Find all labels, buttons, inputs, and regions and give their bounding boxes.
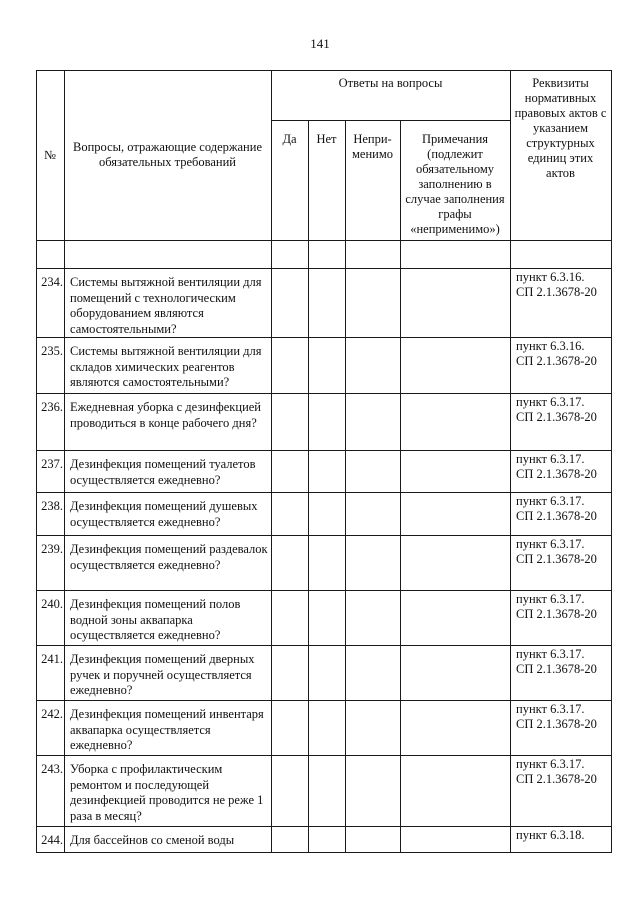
requisite-clause: пункт 6.3.18. <box>516 828 585 842</box>
row-rule <box>36 337 612 338</box>
column-rule <box>271 70 272 852</box>
row-rule <box>36 826 612 827</box>
header-not-applicable-2: менимо <box>352 147 393 161</box>
page-number: 141 <box>310 36 330 51</box>
question-text: Системы вытяжной вентиляции для помещений с технологическим оборудованием являются самостоятельными? <box>70 275 262 336</box>
header-answers: Ответы на вопросы <box>338 76 443 90</box>
requisite-document: СП 2.1.3678-20 <box>516 354 597 368</box>
header-notes: Примечания (подлежит обязательному заполнению в случае заполнения графы «неприменимо») <box>405 132 505 236</box>
row-number: 240. <box>41 597 63 611</box>
row-number: 242. <box>41 707 63 721</box>
requisite-clause: пункт 6.3.17. <box>516 647 585 661</box>
table-border-left <box>36 70 37 852</box>
column-rule <box>400 120 401 852</box>
requisite-document: СП 2.1.3678-20 <box>516 285 597 299</box>
requisite-document: СП 2.1.3678-20 <box>516 552 597 566</box>
row-rule <box>36 590 612 591</box>
requisite-document: СП 2.1.3678-20 <box>516 467 597 481</box>
header-not-applicable-1: Непри- <box>353 132 392 146</box>
requisite-clause: пункт 6.3.17. <box>516 494 585 508</box>
requisite-text <box>516 395 609 425</box>
question-text: Дезинфекция помещений туалетов осуществляется ежедневно? <box>70 457 256 487</box>
header-requisites: Реквизиты нормативных правовых актов с указанием структурных единиц этих актов <box>514 76 607 180</box>
row-number: 235. <box>41 344 63 358</box>
requisite-clause: пункт 6.3.17. <box>516 452 585 466</box>
row-number: 241. <box>41 652 63 666</box>
row-rule <box>36 492 612 493</box>
requisite-text <box>516 452 609 482</box>
requisite-text <box>516 339 609 369</box>
row-number: 243. <box>41 762 63 776</box>
question-text: Для бассейнов со сменой воды <box>70 833 235 847</box>
question-text: Дезинфекция помещений инвентаря аквапарка осуществляется ежедневно? <box>70 707 264 752</box>
row-rule <box>36 852 612 853</box>
header-yes: Да <box>282 132 297 146</box>
row-number: 234. <box>41 275 63 289</box>
row-number: 238. <box>41 499 63 513</box>
requisite-text <box>516 592 609 622</box>
requisite-document: СП 2.1.3678-20 <box>516 662 597 676</box>
question-text: Ежедневная уборка с дезинфекцией проводиться в конце рабочего дня? <box>70 400 261 430</box>
requisite-text <box>516 828 609 843</box>
row-number: 237. <box>41 457 63 471</box>
header-question: Вопросы, отражающие содержание обязательных требований <box>72 140 262 169</box>
requisite-text <box>516 702 609 732</box>
row-rule <box>36 268 612 269</box>
requisite-text <box>516 647 609 677</box>
requisite-clause: пункт 6.3.17. <box>516 537 585 551</box>
column-rule <box>308 120 309 852</box>
requisite-clause: пункт 6.3.17. <box>516 757 585 771</box>
requisite-text <box>516 757 609 787</box>
row-rule <box>36 755 612 756</box>
header-rule <box>36 240 612 241</box>
row-number: 244. <box>41 833 63 847</box>
requisite-text <box>516 494 609 524</box>
requisite-document: СП 2.1.3678-20 <box>516 509 597 523</box>
requisite-clause: пункт 6.3.16. <box>516 270 585 284</box>
column-rule <box>510 70 511 852</box>
row-rule <box>36 645 612 646</box>
requisite-clause: пункт 6.3.17. <box>516 702 585 716</box>
table-border-top <box>36 70 612 71</box>
column-rule <box>64 70 65 852</box>
header-no: Нет <box>316 132 337 146</box>
row-rule <box>36 450 612 451</box>
requisite-document: СП 2.1.3678-20 <box>516 607 597 621</box>
requisite-text <box>516 537 609 567</box>
row-rule <box>36 393 612 394</box>
header-num: № <box>44 148 56 162</box>
question-text: Дезинфекция помещений полов водной зоны аквапарка осуществляется ежедневно? <box>70 597 241 642</box>
requisite-clause: пункт 6.3.16. <box>516 339 585 353</box>
requisite-clause: пункт 6.3.17. <box>516 395 585 409</box>
row-number: 236. <box>41 400 63 414</box>
requisite-document: СП 2.1.3678-20 <box>516 772 597 786</box>
row-rule <box>36 535 612 536</box>
question-text: Уборка с профилактическим ремонтом и последующей дезинфекцией проводится не реже 1 раза в месяц? <box>70 762 264 823</box>
question-text: Дезинфекция помещений раздевалок осуществляется ежедневно? <box>70 542 268 572</box>
requisite-document: СП 2.1.3678-20 <box>516 717 597 731</box>
requisite-clause: пункт 6.3.17. <box>516 592 585 606</box>
question-text: Дезинфекция помещений дверных ручек и поручней осуществляется ежедневно? <box>70 652 255 697</box>
question-text: Дезинфекция помещений душевых осуществляется ежедневно? <box>70 499 258 529</box>
header-sub-rule <box>271 120 510 121</box>
column-rule <box>345 120 346 852</box>
row-number: 239. <box>41 542 63 556</box>
requisite-document: СП 2.1.3678-20 <box>516 410 597 424</box>
requisite-text <box>516 270 609 300</box>
table-border-right <box>611 70 612 852</box>
question-text: Системы вытяжной вентиляции для складов химических реагентов являются самостоятельными? <box>70 344 262 389</box>
row-rule <box>36 700 612 701</box>
